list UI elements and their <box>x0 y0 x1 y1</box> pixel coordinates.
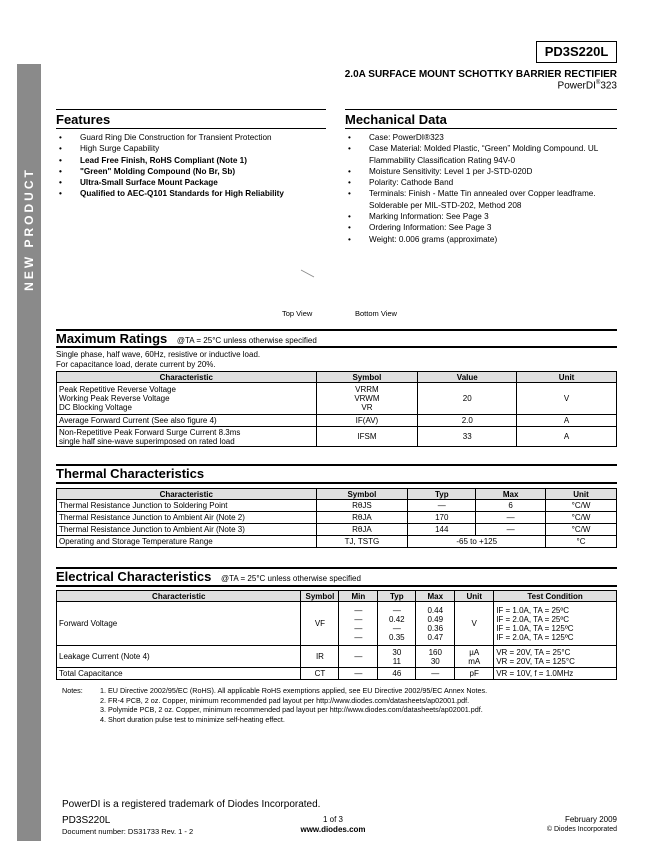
col-header: Unit <box>546 489 617 500</box>
col-header: Unit <box>517 372 617 383</box>
cell-line: 0.36 <box>427 623 444 633</box>
cell-line: 0.35 <box>389 632 405 642</box>
table-cell: 170 <box>408 512 476 524</box>
table-cell: VF <box>301 602 339 646</box>
cell-line: Peak Repetitive Reverse Voltage <box>59 385 176 394</box>
mechanical-item: • Moisture Sensitivity: Level 1 per J-STD-020D <box>345 166 617 177</box>
cell-line: 11 <box>392 656 401 666</box>
col-header: Characteristic <box>57 591 301 602</box>
table-cell <box>339 602 378 646</box>
package-suffix: 323 <box>600 80 617 92</box>
table-cell: — <box>339 646 378 668</box>
table-row <box>57 646 617 668</box>
table-cell: Average Forward Current (See also figure 4) <box>57 415 317 427</box>
table-cell <box>416 602 455 646</box>
mechanical-list <box>345 132 617 245</box>
table-cell: 2.0 <box>418 415 517 427</box>
cell-line: 0.44 <box>427 605 444 615</box>
cell-line: VR <box>361 403 373 412</box>
note-item: 4. Short duration pulse test to minimize self-heating effect. <box>100 714 285 724</box>
col-header: Test Condition <box>494 591 617 602</box>
cell-line: IF = 2.0A, TA = 125ºC <box>496 632 574 642</box>
table-cell: Thermal Resistance Junction to Soldering Point <box>57 500 317 512</box>
table-cell: pF <box>455 668 494 680</box>
table-cell: IF(AV) <box>316 415 418 427</box>
cell-line: 30 <box>430 656 440 666</box>
table-cell: Total Capacitance <box>57 668 301 680</box>
table-cell <box>57 383 317 415</box>
table-row <box>57 427 617 447</box>
table-cell: IFSM <box>316 427 418 447</box>
table-cell: °C/W <box>546 512 617 524</box>
table-cell <box>316 383 418 415</box>
table-header-row <box>57 591 617 602</box>
features-item: • High Surge Capability <box>56 143 336 154</box>
table-row <box>57 602 617 646</box>
cell-line: single half sine-wave superimposed on rated load <box>59 436 235 446</box>
col-header: Max <box>476 489 546 500</box>
part-number-box: PD3S220L <box>536 41 617 63</box>
cell-line: — <box>354 614 363 624</box>
table-cell: TJ, TSTG <box>316 536 408 548</box>
table-cell <box>455 646 494 668</box>
table-cell: Forward Voltage <box>57 602 301 646</box>
footer-part: PD3S220L <box>62 815 111 826</box>
footer-website-link[interactable]: www.diodes.com <box>300 825 366 834</box>
side-banner-label: NEW PRODUCT <box>22 167 37 291</box>
mechanical-heading: Mechanical Data <box>345 109 617 129</box>
table-cell: IR <box>301 646 339 668</box>
max-ratings-intro-line: For capacitance load, derate current by 20%. <box>56 360 216 369</box>
table-cell: — <box>476 512 546 524</box>
electrical-table <box>56 590 617 680</box>
mechanical-item: • Ordering Information: See Page 3 <box>345 222 617 233</box>
cell-line: Non-Repetitive Peak Forward Surge Current 8.3ms <box>59 427 241 437</box>
table-cell: RθJA <box>316 524 408 536</box>
trademark-notice: PowerDI is a registered trademark of Diodes Incorporated. <box>62 799 321 810</box>
table-cell <box>416 646 455 668</box>
cell-line: — <box>392 623 401 633</box>
table-cell: Leakage Current (Note 4) <box>57 646 301 668</box>
cell-line: 0.42 <box>389 614 405 624</box>
package-prefix: PowerDI <box>557 80 596 92</box>
cell-line: 160 <box>428 647 442 657</box>
table-cell: — <box>339 668 378 680</box>
features-heading: Features <box>56 109 326 129</box>
table-row <box>57 668 617 680</box>
cell-line: 0.47 <box>427 632 444 642</box>
cell-line: VR = 20V, TA = 125°C <box>496 656 575 666</box>
col-header: Symbol <box>301 591 339 602</box>
note-item: 2. FR-4 PCB, 2 oz. Copper, minimum recommended pad layout per http://www.diodes.com/datasheets/ap02001.pdf. <box>100 695 470 705</box>
footer-date: February 2009 <box>564 815 617 824</box>
electrical-condition: @TA = 25°C unless otherwise specified <box>221 574 361 583</box>
table-cell: A <box>517 427 617 447</box>
mechanical-item: • Case Material: Molded Plastic, “Green” Molding Compound. UL Flammability Classification Rating 94V-0 <box>345 143 617 166</box>
table-row <box>57 524 617 536</box>
cell-line: IF = 1.0A, TA = 125ºC <box>496 623 574 633</box>
table-cell: CT <box>301 668 339 680</box>
thermal-table <box>56 488 617 548</box>
cell-line: IF = 2.0A, TA = 25ºC <box>496 614 570 624</box>
footer-doc-number: Document number: DS31733 Rev. 1 - 2 <box>62 827 194 836</box>
table-cell <box>494 646 617 668</box>
note-item: 1. EU Directive 2002/95/EC (RoHS). All applicable RoHS exemptions applied, see EU Directive 2002/95/EC Annex Notes. <box>100 686 488 695</box>
side-banner-label-wrap <box>17 64 41 394</box>
electrical-title <box>56 569 361 584</box>
cell-line: VRRM <box>355 385 379 394</box>
document-title: 2.0A SURFACE MOUNT SCHOTTKY BARRIER RECTIFIER <box>344 69 617 80</box>
mechanical-item: • Terminals: Finish - Matte Tin annealed over Copper leadframe. Solderable per MIL-STD-202, Method 208 <box>345 188 617 211</box>
table-row <box>57 415 617 427</box>
table-cell: RθJA <box>316 512 408 524</box>
table-cell: °C/W <box>546 500 617 512</box>
cell-line: 0.49 <box>427 614 444 624</box>
features-item: • Lead Free Finish, RoHS Compliant (Note 1) <box>56 155 336 166</box>
table-cell: °C/W <box>546 524 617 536</box>
max-ratings-intro <box>56 350 260 370</box>
col-header: Unit <box>455 591 494 602</box>
cell-line: — <box>354 605 363 615</box>
cell-line: mA <box>468 656 481 666</box>
cell-line: 30 <box>392 647 402 657</box>
table-cell: 144 <box>408 524 476 536</box>
table-row <box>57 512 617 524</box>
cell-line: VR = 20V, TA = 25°C <box>496 647 571 657</box>
package-reg: ® <box>595 80 601 86</box>
max-ratings-title <box>56 331 317 346</box>
cell-line: — <box>354 623 363 633</box>
table-cell: Thermal Resistance Junction to Ambient Air (Note 2) <box>57 512 317 524</box>
thermal-title: Thermal Characteristics <box>56 466 205 481</box>
cell-line: IF = 1.0A, TA = 25ºC <box>496 605 570 615</box>
col-header: Value <box>418 372 517 383</box>
mechanical-item: • Polarity: Cathode Band <box>345 177 617 188</box>
features-item: • Ultra-Small Surface Mount Package <box>56 177 336 188</box>
table-row <box>57 383 617 415</box>
notes-list <box>100 686 620 724</box>
section-rule <box>56 585 617 587</box>
table-cell: — <box>416 668 455 680</box>
cell-line: Working Peak Reverse Voltage <box>59 394 170 403</box>
footer-copyright: © Diodes Incorporated <box>546 826 617 833</box>
table-header-row <box>57 372 617 383</box>
table-cell: 46 <box>378 668 416 680</box>
mechanical-item: • Case: PowerDI®323 <box>345 132 617 143</box>
notes-label: Notes: <box>62 686 83 695</box>
col-header: Typ <box>408 489 476 500</box>
table-cell: V <box>517 383 617 415</box>
table-header-row <box>57 489 617 500</box>
electrical-title-text: Electrical Characteristics <box>56 569 212 584</box>
features-item: • "Green" Molding Compound (No Br, Sb) <box>56 166 336 177</box>
table-cell: 33 <box>418 427 517 447</box>
cell-line: — <box>392 605 401 615</box>
table-cell: A <box>517 415 617 427</box>
table-cell: V <box>455 602 494 646</box>
table-cell: — <box>476 524 546 536</box>
max-ratings-condition: @TA = 25°C unless otherwise specified <box>176 336 317 345</box>
table-row <box>57 500 617 512</box>
cell-line: VRWM <box>354 394 380 403</box>
col-header: Symbol <box>316 372 418 383</box>
package-drawing-mark <box>298 268 318 280</box>
table-cell: 20 <box>418 383 517 415</box>
table-cell: RθJS <box>316 500 408 512</box>
bottom-view-caption: Bottom View <box>355 309 397 318</box>
cell-line: — <box>354 632 363 642</box>
max-ratings-intro-line: Single phase, half wave, 60Hz, resistive or inductive load. <box>56 350 261 359</box>
features-item: • Qualified to AEC-Q101 Standards for High Reliability <box>56 188 336 199</box>
table-cell: -65 to +125 <box>408 536 546 548</box>
mechanical-item: • Marking Information: See Page 3 <box>345 211 617 222</box>
col-header: Typ <box>378 591 416 602</box>
col-header: Max <box>416 591 455 602</box>
package-name <box>558 80 617 91</box>
col-header: Characteristic <box>57 372 317 383</box>
table-cell: — <box>408 500 476 512</box>
section-rule <box>56 346 617 348</box>
table-cell <box>378 602 416 646</box>
table-cell: 6 <box>476 500 546 512</box>
note-item: 3. Polymide PCB, 2 oz. Copper, minimum recommended pad layout per http://www.diodes.com/datasheets/ap02001.pdf. <box>100 705 483 714</box>
table-cell: Operating and Storage Temperature Range <box>57 536 317 548</box>
mechanical-item: • Weight: 0.006 grams (approximate) <box>345 234 617 245</box>
table-cell: VR = 10V, f = 1.0MHz <box>494 668 617 680</box>
section-rule <box>56 482 617 484</box>
max-ratings-title-text: Maximum Ratings <box>56 331 168 346</box>
table-cell: °C <box>546 536 617 548</box>
features-list <box>56 132 336 200</box>
table-cell <box>494 602 617 646</box>
cell-line: µA <box>469 647 480 657</box>
table-row <box>57 536 617 548</box>
max-ratings-table <box>56 371 617 447</box>
table-cell <box>378 646 416 668</box>
col-header: Symbol <box>316 489 408 500</box>
table-cell <box>57 427 317 447</box>
table-cell: Thermal Resistance Junction to Ambient Air (Note 3) <box>57 524 317 536</box>
top-view-caption: Top View <box>282 309 313 318</box>
cell-line: DC Blocking Voltage <box>59 403 132 412</box>
features-item: • Guard Ring Die Construction for Transient Protection <box>56 132 336 143</box>
col-header: Characteristic <box>57 489 317 500</box>
footer-page: 1 of 3 <box>322 815 343 824</box>
col-header: Min <box>339 591 378 602</box>
